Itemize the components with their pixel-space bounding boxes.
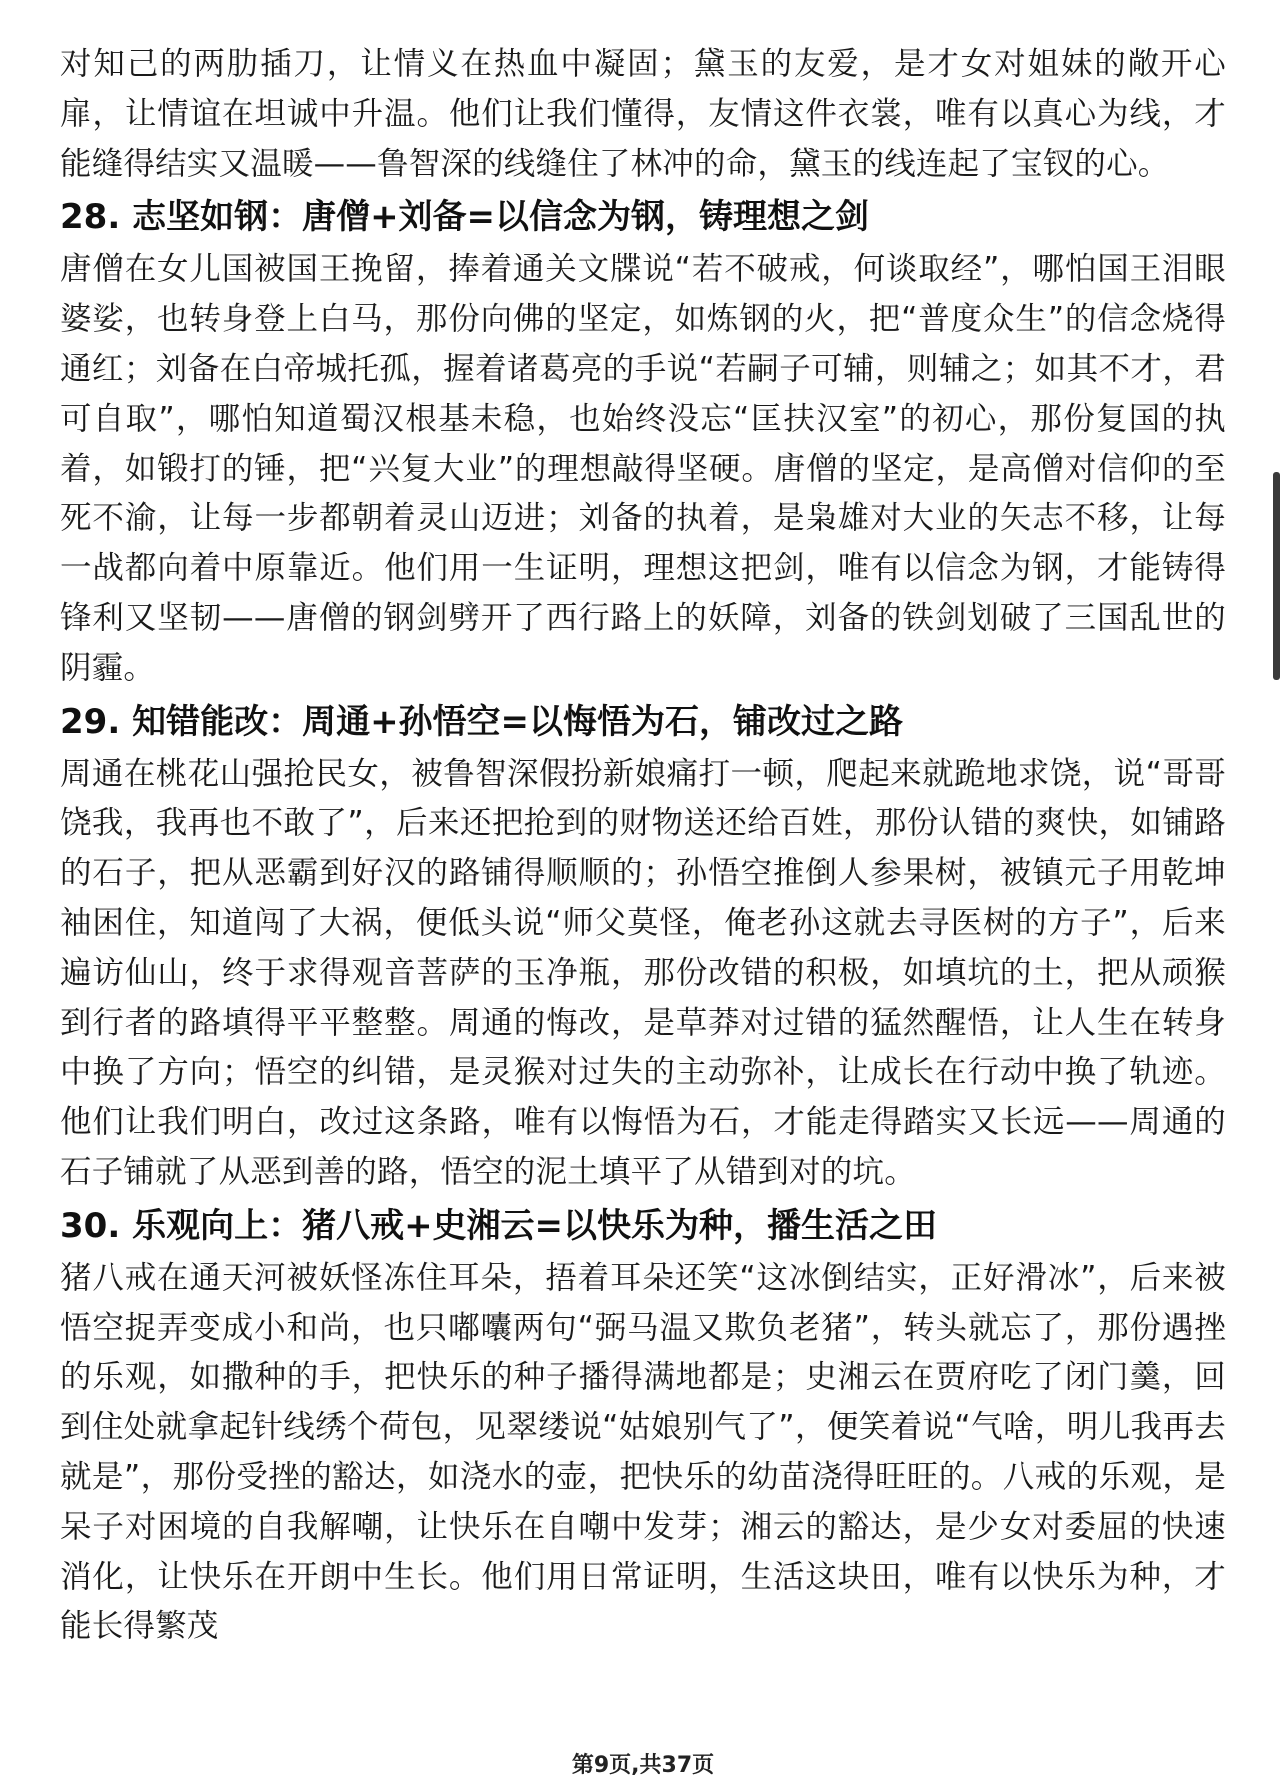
page-number: 第9页,共37页 xyxy=(571,1753,715,1778)
document-page xyxy=(60,40,1226,1652)
section-body-28: 唐僧在女儿国被国王挽留，捧着通关文牒说“若不破戒，何谈取经”，哪怕国王泪眼婆娑，也转身登上白马，那份向佛的坚定，如炼钢的火，把“普度众生”的信念烧得通红；刘备在白帝城托孤，握着诸葛亮的手说“若嗣子可辅，则辅之；如其不才，君可自取”，哪怕知道蜀汉根基未稳，也始终没忘“匡扶汉室”的初心，那份复国的执着，如锻打的锤，把“兴复大业”的理想敲得坚硬。唐僧的坚定，是高僧对信仰的至死不渝，让每一步都朝着灵山迈进；刘备的执着，是枭雄对大业的矢志不移，让每一战都向着中原靠近。他们用一生证明，理想这把剑，唯有以信念为钢，才能铸得锋利又坚韧——唐僧的钢剑劈开了西行路上的妖障，刘备的铁剑划破了三国乱世的阴霾。 xyxy=(60,251,1226,686)
section-title-29: 29. 知错能改：周通+孙悟空=以悔悟为石，铺改过之路 xyxy=(60,701,904,742)
section-title-28: 28. 志坚如钢：唐僧+刘备=以信念为钢，铸理想之剑 xyxy=(60,197,870,238)
section-title-30: 30. 乐观向上：猪八戒+史湘云=以快乐为种，播生活之田 xyxy=(60,1205,938,1246)
section-body-29: 周通在桃花山强抢民女，被鲁智深假扮新娘痛打一顿，爬起来就跪地求饶，说“哥哥饶我，我再也不敢了”，后来还把抢到的财物送还给百姓，那份认错的爽快，如铺路的石子，把从恶霸到好汉的路铺得顺顺的；孙悟空推倒人参果树，被镇元子用乾坤袖困住，知道闯了大祸，便低头说“师父莫怪，俺老孙这就去寻医树的方子”，后来遍访仙山，终于求得观音菩萨的玉净瓶，那份改错的积极，如填坑的土，把从顽猴到行者的路填得平平整整。周通的悔改，是草莽对过错的猛然醒悟，让人生在转身中换了方向；悟空的纠错，是灵猴对过失的主动弥补，让成长在行动中换了轨迹。他们让我们明白，改过这条路，唯有以悔悟为石，才能走得踏实又长远——周通的石子铺就了从恶到善的路，悟空的泥土填平了从错到对的坑。 xyxy=(60,755,1226,1190)
intro-paragraph: 对知己的两肋插刀，让情义在热血中凝固；黛玉的友爱，是才女对姐妹的敞开心扉，让情谊在坦诚中升温。他们让我们懂得，友情这件衣裳，唯有以真心为线，才能缝得结实又温暖——鲁智深的线缝住了林冲的命，黛玉的线连起了宝钗的心。 xyxy=(60,46,1226,182)
section-body-30: 猪八戒在通天河被妖怪冻住耳朵，捂着耳朵还笑“这冰倒结实，正好滑冰”，后来被悟空捉弄变成小和尚，也只嘟囔两句“弼马温又欺负老猪”，转头就忘了，那份遇挫的乐观，如撒种的手，把快乐的种子播得满地都是；史湘云在贾府吃了闭门羹，回到住处就拿起针线绣个荷包，见翠缕说“姑娘别气了”，便笑着说“气啥，明儿我再去就是”，那份受挫的豁达，如浇水的壶，把快乐的幼苗浇得旺旺的。八戒的乐观，是呆子对困境的自我解嘲，让快乐在自嘲中发芽；湘云的豁达，是少女对委屈的快速消化，让快乐在开朗中生长。他们用日常证明，生活这块田，唯有以快乐为种，才能长得繁茂 xyxy=(60,1259,1226,1645)
scrollbar-thumb[interactable] xyxy=(1273,472,1280,680)
